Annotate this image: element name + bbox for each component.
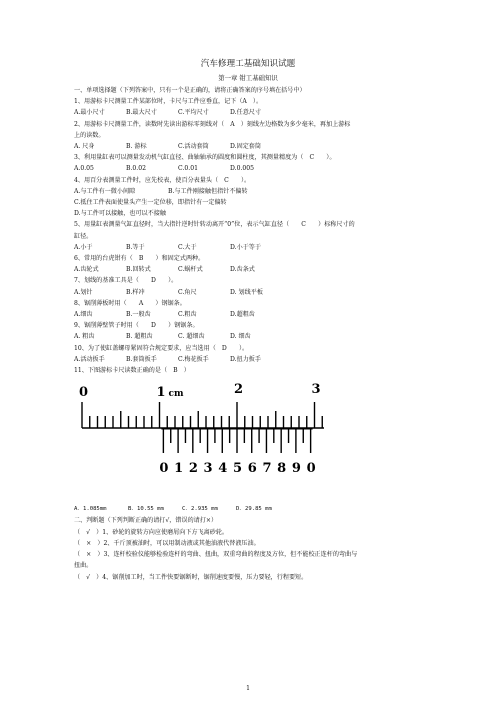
question-item xyxy=(74,365,426,515)
option: B. 超粗齿 xyxy=(126,333,153,341)
option: B. 游标 xyxy=(126,143,147,151)
option: B.套筒扳手 xyxy=(126,355,157,363)
question-list xyxy=(74,96,426,515)
option: D.齿条式 xyxy=(230,266,255,274)
question-text: 1、用游标卡尺测量工件某部位时，卡尺与工件应垂直，记下（A ）。 xyxy=(74,98,263,106)
judgement-text: （ × ）3、连杆校验仪能够检验连杆的弯曲、扭曲，双重弯曲的程度及方位，但不能校正连杆的弯曲与 xyxy=(74,551,358,559)
option: D.固定套筒 xyxy=(230,143,261,151)
vernier-scale-label: 9 xyxy=(291,461,301,477)
option-row xyxy=(74,264,426,275)
question-item xyxy=(74,343,426,365)
option-row xyxy=(74,186,426,197)
option: C.大于 xyxy=(178,243,197,251)
judgement-text: （ × ）2、千斤顶被油时，可以用制动液或其他油液代替液压油。 xyxy=(74,539,260,547)
question-text: 7、划线的基准工具是（ D ）。 xyxy=(74,277,178,285)
section2-heading: 二、判断题（下列判断正确的请打√，错误的请打×） xyxy=(74,517,218,525)
option: B.最大尺寸 xyxy=(126,109,157,117)
option: D. 划线平板 xyxy=(230,288,263,296)
question-text: 缸径。 xyxy=(74,232,93,240)
vernier-scale-label: 0 xyxy=(306,461,316,477)
option: C.抵住工件表面使量头产生一定位移，即指针有一定偏转 xyxy=(74,199,227,207)
option: C．2.935 mm xyxy=(182,506,218,513)
option-row xyxy=(74,141,426,152)
option: D.超粗齿 xyxy=(230,311,255,319)
option: D.任意尺寸 xyxy=(230,109,261,117)
question-text: 上的读数。 xyxy=(74,131,105,139)
option: A.活动扳手 xyxy=(74,355,105,363)
question-text: 6、常用的台虎钳有（ B ）和固定式两种。 xyxy=(74,255,205,263)
option: D.小于等于 xyxy=(230,243,261,251)
option: A.细齿 xyxy=(74,311,93,319)
option-row xyxy=(74,331,426,342)
judgement-item xyxy=(74,527,426,538)
judgement-text: （ √ ）1、砂轮的旋转方向应使磨屑向下方飞离砂轮。 xyxy=(74,528,229,536)
judgement-text: 扭曲。 xyxy=(74,562,93,570)
vernier-scale-label: 2 xyxy=(188,461,198,477)
option: D. 细齿 xyxy=(230,333,251,341)
option-row xyxy=(74,242,426,253)
option: B.等于 xyxy=(126,243,145,251)
option: B.样冲 xyxy=(126,288,145,296)
option: A. 尺身 xyxy=(74,143,95,151)
option-row xyxy=(74,107,426,118)
vernier-scale-label: 6 xyxy=(247,461,257,477)
option: A.最小尺寸 xyxy=(74,109,105,117)
option-row xyxy=(74,287,426,298)
option: A.划针 xyxy=(74,288,93,296)
option: B.与工件刚接触但指针不偏转 xyxy=(168,187,248,195)
vernier-scale-label: 5 xyxy=(233,461,243,477)
question-item xyxy=(74,253,426,275)
document-title: 汽车修理工基础知识试题 xyxy=(200,59,296,69)
question-text: 10、为了使缸盖螺母紧固符合规定要求，应当选用（ D ）。 xyxy=(74,344,249,352)
judgement-item xyxy=(74,549,426,571)
option: D.扭力扳手 xyxy=(230,355,261,363)
question-text: 8、锯削薄板时用（ A ）钢锯条。 xyxy=(74,299,186,307)
question-text: 9、锯削薄壁管子时用（ D ）钢锯条。 xyxy=(74,322,199,330)
option-row xyxy=(74,309,426,320)
judgement-item xyxy=(74,572,426,583)
option: C.活动套筒 xyxy=(178,143,209,151)
option: A．1.085mm xyxy=(74,506,107,513)
option: A.小于 xyxy=(74,243,93,251)
option: B．10.55 mm xyxy=(128,506,164,513)
vernier-caliper-diagram xyxy=(74,376,334,504)
section1-heading: 一、单项选择题（下列答案中，只有一个是正确的，请将正确答案的序号填在括号中） xyxy=(74,87,306,94)
question-text: 4、用百分表测量工件时，应先校表，使百分表量头（ C ）。 xyxy=(74,176,251,184)
option: D.0.005 xyxy=(230,165,255,173)
main-scale-label: 2 xyxy=(234,382,244,398)
judgement-list xyxy=(74,527,426,583)
option-row xyxy=(74,163,426,174)
question-item xyxy=(74,119,426,153)
judgement-item xyxy=(74,538,426,549)
option: C.蜗杆式 xyxy=(178,266,203,274)
main-scale-label: 0 xyxy=(79,385,89,401)
question-item xyxy=(74,96,426,118)
option: C.粗齿 xyxy=(178,311,197,319)
question-item xyxy=(74,219,426,253)
question-text: 11、下图游标卡尺读数正确的是（ B ） xyxy=(74,367,190,375)
option: C.0.01 xyxy=(178,165,198,173)
main-scale-label: cm xyxy=(168,389,184,400)
judgement-text: （ √ ）4、锯削加工时，当工件快要锯断时，锯削速度要慢，压力要轻，行程要短。 xyxy=(74,573,308,581)
question-item xyxy=(74,275,426,297)
main-scale-label: 1 xyxy=(156,385,166,401)
option: C.角尺 xyxy=(178,288,197,296)
question-text: 5、用量缸表测量气缸直径时，当大指针逆时针转动离开“0”位，表示气缸直径（ C ）标称尺寸的 xyxy=(74,221,355,229)
vernier-scale-label: 1 xyxy=(174,461,184,477)
question-item xyxy=(74,298,426,320)
option: C.平均尺寸 xyxy=(178,109,209,117)
option-row xyxy=(74,504,426,515)
page-number: 1 xyxy=(246,685,250,692)
option: D．29.85 mm xyxy=(236,506,272,513)
option: B.0.02 xyxy=(126,165,146,173)
option: D.与工件可以接触，也可以不接触 xyxy=(74,210,166,218)
option: B.回转式 xyxy=(126,266,151,274)
vernier-scale-label: 3 xyxy=(203,461,213,477)
caliper-figure xyxy=(74,376,426,504)
vernier-scale-label: 7 xyxy=(262,461,272,477)
question-text: 3、利用量缸表可以测量发动机气缸直径、曲轴轴承的圆度和圆柱度，其测量精度为（ C ）。 xyxy=(74,154,336,162)
option: A. 粗齿 xyxy=(74,333,95,341)
question-text: 2、用游标卡尺测量工件，读数时先读出游标零刻线对（ A ）刻线左边格数为多少毫米，再加上游标 xyxy=(74,120,351,128)
option: B.一般齿 xyxy=(126,311,151,319)
chapter-title: 第一章 钳工基础知识 xyxy=(218,74,278,82)
question-item xyxy=(74,320,426,342)
option: C. 超细齿 xyxy=(178,333,205,341)
question-item xyxy=(74,175,426,220)
main-scale-label: 3 xyxy=(311,382,321,398)
vernier-scale-label: 8 xyxy=(277,461,287,477)
option: A.齿轮式 xyxy=(74,266,99,274)
vernier-scale-label: 4 xyxy=(218,461,228,477)
option: A.0.05 xyxy=(74,165,94,173)
option: A.与工件有一微小间隙 xyxy=(74,187,136,195)
option: C.梅花扳手 xyxy=(178,355,209,363)
option-row xyxy=(74,354,426,365)
vernier-scale-label: 0 xyxy=(159,461,169,477)
question-item xyxy=(74,152,426,174)
document-body xyxy=(74,85,426,583)
